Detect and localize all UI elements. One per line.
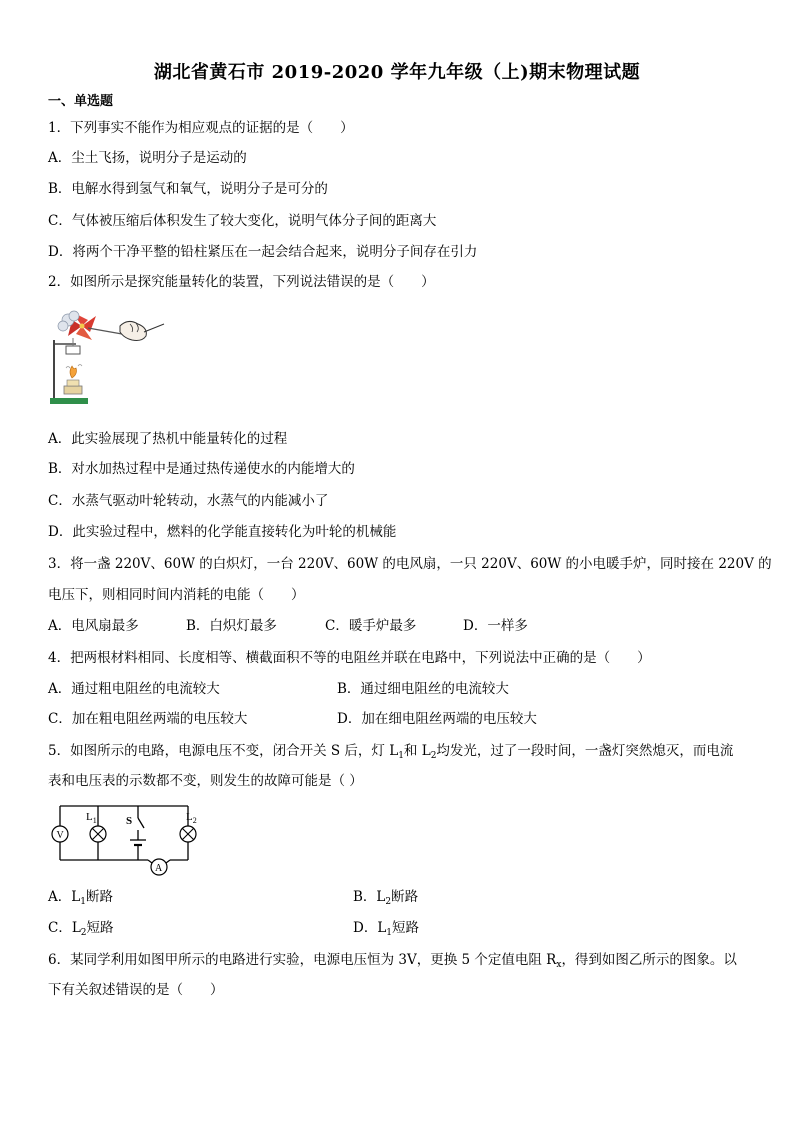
hand-icon <box>88 321 164 340</box>
q3-stem-line2: 电压下，则相同时间内消耗的电能（ ） <box>48 587 305 603</box>
q3-stem-line1: 3．将一盏 220V、60W 的白炽灯，一台 220V、60W 的电风扇，一只 220V、60W 的小电暖手炉，同时接在 220V 的 <box>48 556 772 572</box>
q6-stem-line2: 下有关叙述错误的是（ ） <box>48 982 224 998</box>
q5-stem-line2: 表和电压表的示数都不变，则发生的故障可能是（ ） <box>48 773 363 789</box>
q1-option-c: C．气体被压缩后体积发生了较大变化，说明气体分子间的距离大 <box>48 213 437 229</box>
q2-option-d: D．此实验过程中，燃料的化学能直接转化为叶轮的机械能 <box>48 524 397 540</box>
flask-icon <box>66 338 80 354</box>
l1-label: $L_1$ <box>86 811 97 825</box>
q1-stem: 1．下列事实不能作为相应观点的证据的是（ ） <box>48 120 354 136</box>
q6-stem-line1: 6．某同学利用如图甲所示的电路进行实验，电源电压恒为 3V，更换 5 个定值电阻 $R_x$，得到如图乙所示的图象。以 <box>48 952 737 970</box>
section-heading: 一、单选题 <box>48 94 114 109</box>
q2-stem: 2．如图所示是探究能量转化的装置，下列说法错误的是（ ） <box>48 274 435 290</box>
ammeter-label: A <box>155 863 163 874</box>
q3-option-d: D．一样多 <box>463 618 528 634</box>
l2-label: $L_2$ <box>186 811 197 825</box>
q2-option-c: C．水蒸气驱动叶轮转动，水蒸气的内能减小了 <box>48 493 329 509</box>
q3-option-c: C．暖手炉最多 <box>325 618 417 634</box>
q1-option-a: A．尘土飞扬，说明分子是运动的 <box>48 150 247 166</box>
q1-option-b: B．电解水得到氢气和氧气，说明分子是可分的 <box>48 181 328 197</box>
q2-option-b: B．对水加热过程中是通过热传递使水的内能增大的 <box>48 461 355 477</box>
q4-stem: 4．把两根材料相同、长度相等、横截面积不等的电阻丝并联在电路中，下列说法中正确的是（ ） <box>48 650 651 666</box>
q3-option-b: B．白炽灯最多 <box>186 618 277 634</box>
q4-option-c: C．加在粗电阻丝两端的电压较大 <box>48 711 248 727</box>
q4-option-a: A．通过粗电阻丝的电流较大 <box>48 681 220 697</box>
switch-label: S <box>126 815 133 827</box>
q1-option-d: D．将两个干净平整的铅柱紧压在一起会结合起来，说明分子间存在引力 <box>48 244 478 260</box>
q4-option-d: D．加在细电阻丝两端的电压较大 <box>337 711 537 727</box>
q5-option-c: C．$L_2$短路 <box>48 920 114 938</box>
circuit-diagram <box>48 800 208 878</box>
q5-stem-line1: 5．如图所示的电路，电源电压不变，闭合开关 S 后，灯 $L_1$和 $L_2$均发光，过了一段时间，一盏灯突然熄灭，而电流 <box>48 743 734 761</box>
energy-conversion-figure <box>48 306 166 412</box>
q2-option-a: A．此实验展现了热机中能量转化的过程 <box>48 431 288 447</box>
page-title: 湖北省黄石市 2019-2020 学年九年级（上)期末物理试题 <box>153 62 641 83</box>
q5-option-d: D．$L_1$短路 <box>353 920 420 938</box>
flame-icon <box>64 365 82 395</box>
q5-option-b: B．$L_2$断路 <box>353 889 419 907</box>
q4-option-b: B．通过细电阻丝的电流较大 <box>337 681 509 697</box>
voltmeter-label: V <box>56 830 64 841</box>
q3-option-a: A．电风扇最多 <box>48 618 139 634</box>
q5-option-a: A．$L_1$断路 <box>48 889 113 907</box>
